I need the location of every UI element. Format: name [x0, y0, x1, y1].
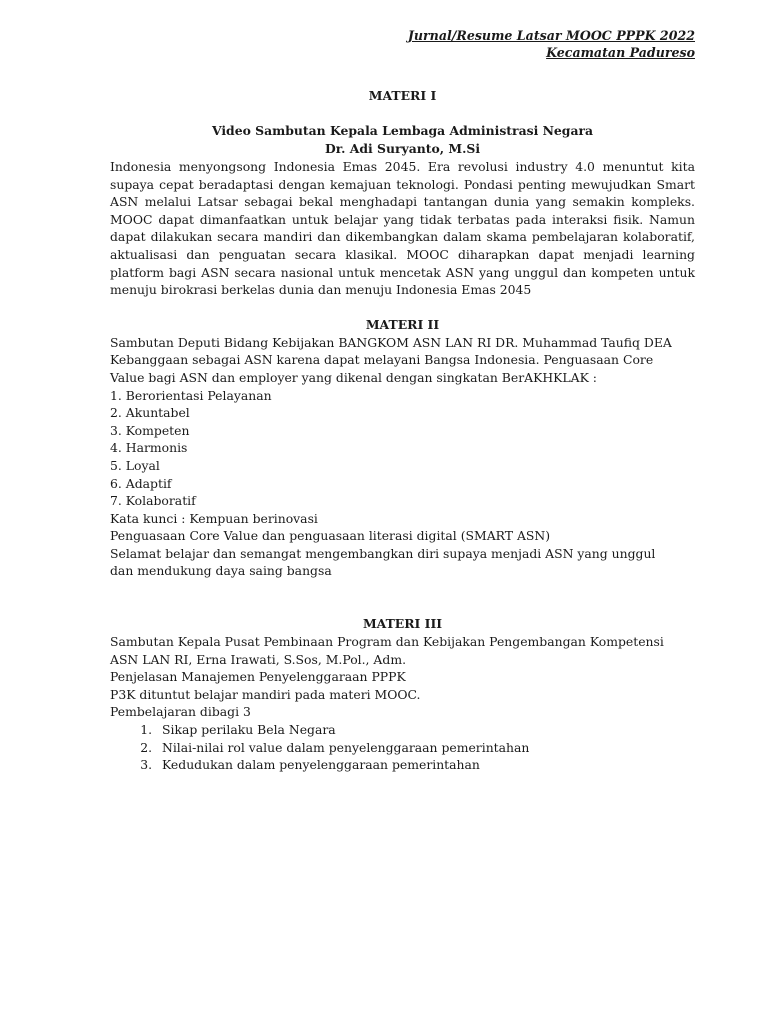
- core-value-item: 2. Akuntabel: [110, 405, 190, 421]
- materi-2-closing-line-2: dan mendukung daya saing bangsa: [110, 563, 332, 579]
- core-value-item: 7. Kolaboratif: [110, 493, 196, 509]
- materi-1-speaker: Dr. Adi Suryanto, M.Si: [324, 141, 481, 156]
- materi-1-subtitle: Video Sambutan Kepala Lembaga Administrasi Negara: [211, 123, 594, 138]
- materi-2-pride-line-2: Value bagi ASN dan employer yang dikenal dengan singkatan BerAKHKLAK :: [110, 369, 597, 385]
- materi-2-closing-line-1: Selamat belajar dan semangat mengembangkan diri supaya menjadi ASN yang unggul: [110, 545, 656, 561]
- learning-part-item: 1. Sikap perilaku Bela Negara: [156, 721, 695, 739]
- materi-3-requirement: P3K dituntut belajar mandiri pada materi MOOC.: [110, 686, 421, 702]
- page-header: [110, 27, 695, 61]
- materi-2-keyword: Kata kunci : Kempuan berinovasi: [110, 510, 318, 526]
- learning-part-item: 3. Kedudukan dalam penyelenggaraan pemerintahan: [156, 756, 695, 774]
- materi-2-digital: Penguasaan Core Value dan penguasaan literasi digital (SMART ASN): [110, 528, 551, 544]
- core-value-item: 4. Harmonis: [110, 440, 188, 456]
- materi-3-intro-line-1: Sambutan Kepala Pusat Pembinaan Program dan Kebijakan Pengembangan Kompetensi: [110, 634, 664, 650]
- materi-3-intro-line-2: ASN LAN RI, Erna Irawati, S.Sos, M.Pol., Adm.: [110, 651, 407, 667]
- materi-3-heading: MATERI III: [362, 616, 443, 632]
- materi-3-division: Pembelajaran dibagi 3: [110, 704, 251, 720]
- core-values-list: [110, 387, 695, 510]
- learning-parts-list: [110, 721, 695, 774]
- core-value-item: 6. Adaptif: [110, 475, 172, 491]
- materi-1-paragraph: Indonesia menyongsong Indonesia Emas 2045. Era revolusi industry 4.0 menuntut kita supaya cepat beradaptasi dengan kemajuan teknologi. Pondasi penting mewujudkan Smart ASN melalui Latsar sebagai bekal menghadapi tantangan dunia yang semakin kompleks. MOOC dapat dimanfaatkan untuk belajar yang tidak terbatas pada interaksi fisik. Namun dapat dilakukan secara mandiri dan dikembangkan dalam skama pembelajaran kolaboratif, aktualisasi dan penguatan secara klasikal. MOOC diharapkan dapat menjadi learning platform bagi ASN secara nasional untuk mencetak ASN yang unggul dan kompeten untuk menuju birokrasi berkelas dunia dan menuju Indonesia Emas 2045: [110, 159, 695, 298]
- materi-3-explanation: Penjelasan Manajemen Penyelenggaraan PPPK: [110, 669, 406, 685]
- materi-2-intro: Sambutan Deputi Bidang Kebijakan BANGKOM ASN LAN RI DR. Muhammad Taufiq DEA: [110, 334, 672, 350]
- core-value-item: 3. Kompeten: [110, 422, 190, 438]
- header-title: Jurnal/Resume Latsar MOOC PPPK 2022: [407, 28, 695, 43]
- materi-2-heading: MATERI II: [365, 316, 440, 332]
- document-page: [110, 27, 695, 774]
- core-value-item: 1. Berorientasi Pelayanan: [110, 387, 272, 403]
- header-location: Kecamatan Padureso: [546, 45, 695, 60]
- materi-2-pride-line-1: Kebanggaan sebagai ASN karena dapat melayani Bangsa Indonesia. Penguasaan Core: [110, 352, 654, 368]
- materi-1-heading: MATERI I: [368, 88, 437, 103]
- core-value-item: 5. Loyal: [110, 457, 160, 473]
- learning-part-item: 2. Nilai-nilai rol value dalam penyelenggaraan pemerintahan: [156, 739, 695, 757]
